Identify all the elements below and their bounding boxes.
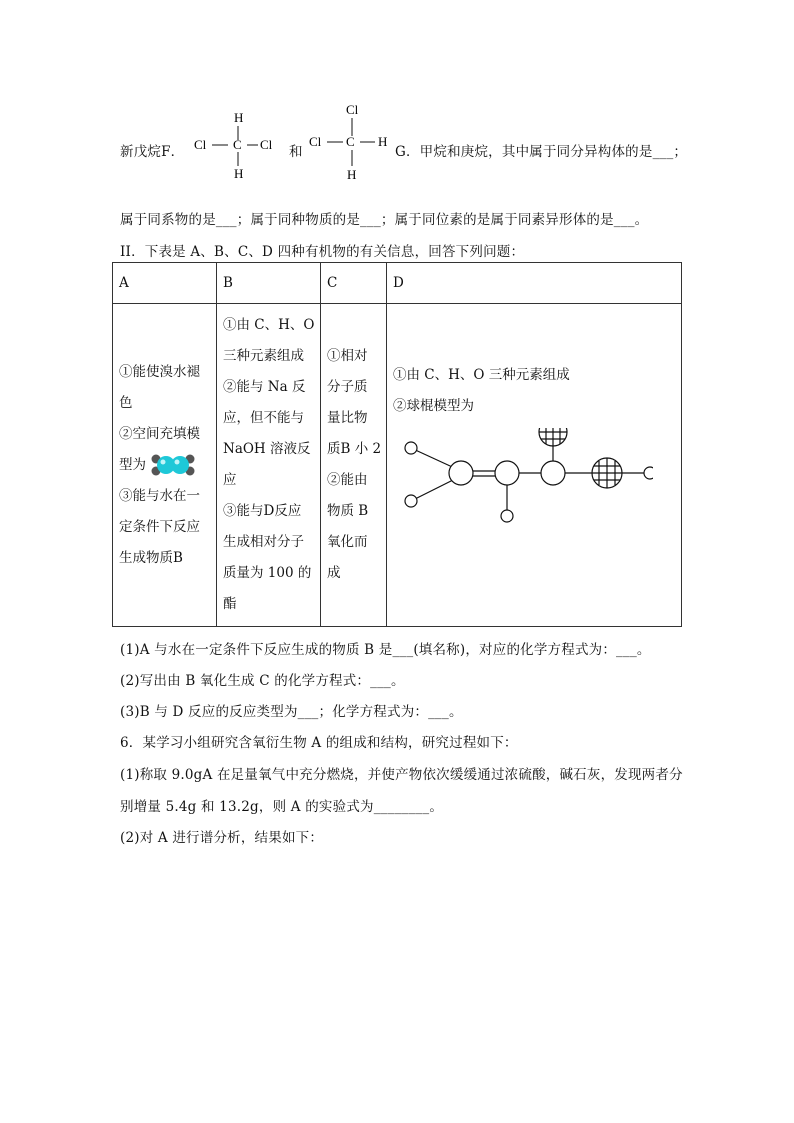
cell-b-line: 三种元素组成 — [223, 348, 304, 364]
cell-b-line: ②能与 Na 反 — [223, 379, 306, 395]
header-a: A — [113, 263, 217, 304]
cell-b-line: NaOH 溶液反 — [223, 441, 311, 457]
q6-title: 6．某学习小组研究含氧衍生物 A 的组成和结构，研究过程如下： — [120, 735, 518, 751]
structure-f-center: C — [233, 137, 242, 152]
q6-part1-line2: 别增量 5.4g 和 13.2g，则 A 的实验式为________。 — [120, 799, 444, 815]
header-c: C — [321, 263, 387, 304]
cell-c-line: 物质 B — [327, 503, 369, 519]
q5-line2: 属于同系物的是___；属于同种物质的是___；属于同位素的是属于同素异形体的是___。 — [120, 212, 649, 228]
header-b: B — [217, 263, 321, 304]
cell-c-line: ①相对 — [327, 348, 368, 364]
cell-d-line: ②球棍模型为 — [393, 398, 474, 414]
cell-d-line: ①由 C、H、O 三种元素组成 — [393, 367, 570, 383]
structure-g-left: Cl — [309, 134, 322, 149]
header-d: D — [387, 263, 682, 304]
structure-g-bottom: H — [347, 167, 357, 182]
cell-b — [217, 304, 321, 627]
cell-a-line — [119, 450, 210, 481]
space-filling-model-icon — [150, 453, 196, 477]
cell-a-line-text: 型为 — [119, 456, 146, 473]
q5-line1-and: 和 — [289, 144, 303, 160]
table-body-row — [113, 304, 682, 627]
structure-f-bonds — [190, 110, 290, 182]
cell-c-line: 量比物 — [327, 410, 368, 426]
question-2: (2)写出由 B 氧化生成 C 的化学方程式：___。 — [120, 673, 405, 689]
cell-c-line: ②能由 — [327, 472, 368, 488]
cell-b-line: 质量为 100 的 — [223, 565, 312, 581]
cell-c-line: 质B 小 2 — [327, 441, 382, 457]
cell-c-line: 分子质 — [327, 379, 368, 395]
q6-part2: (2)对 A 进行谱分析，结果如下： — [120, 830, 324, 846]
cell-b-line: 应 — [223, 472, 237, 488]
cell-b-line: ①由 C、H、O — [223, 317, 315, 333]
part-ii-intro: II．下表是 A、B、C、D 四种有机物的有关信息，回答下列问题： — [120, 244, 525, 260]
ball-and-stick-model-icon — [393, 428, 653, 548]
structure-f — [190, 110, 290, 186]
cell-a-line: 色 — [119, 394, 133, 411]
structure-g-top: Cl — [346, 102, 359, 117]
cell-d — [387, 304, 682, 627]
table-header-row — [113, 263, 682, 304]
cell-c-line: 成 — [327, 565, 341, 581]
structure-f-left: Cl — [194, 137, 207, 152]
cell-c-line: 氧化而 — [327, 534, 368, 550]
structure-f-top: H — [234, 110, 244, 125]
structure-g-right: H — [378, 134, 388, 149]
structure-f-right: Cl — [260, 137, 273, 152]
structure-g-bonds — [307, 100, 397, 182]
cell-a-line: ③能与水在一 — [119, 487, 200, 504]
cell-b-line: ③能与D反应 — [223, 503, 302, 519]
q5-line1-suffix: G．甲烷和庚烷，其中属于同分异构体的是___； — [395, 144, 688, 160]
q6-part1-line1: (1)称取 9.0gA 在足量氧气中充分燃烧，并使产物依次缓缓通过浓硫酸，碱石灰，发现两者分 — [120, 767, 683, 783]
info-table — [112, 262, 682, 627]
structure-g-center: C — [346, 134, 355, 149]
cell-a-line: ②空间充填模 — [119, 425, 200, 442]
cell-c — [321, 304, 387, 627]
question-1: (1)A 与水在一定条件下反应生成的物质 B 是___(填名称)，对应的化学方程式为：___。 — [120, 642, 651, 658]
cell-b-line: 生成相对分子 — [223, 534, 304, 550]
structure-g — [307, 100, 397, 186]
cell-b-line: 酯 — [223, 596, 237, 612]
cell-a-line: 定条件下反应 — [119, 518, 200, 535]
cell-a — [113, 304, 217, 627]
q5-line1-prefix: 新戊烷F． — [120, 144, 185, 160]
cell-a-line: 生成物质B — [119, 549, 183, 566]
cell-a-line: ①能使溴水褪 — [119, 363, 200, 380]
question-3: (3)B 与 D 反应的反应类型为___；化学方程式为：___。 — [120, 704, 463, 720]
cell-b-line: 应，但不能与 — [223, 410, 304, 426]
structure-f-bottom: H — [234, 166, 244, 181]
